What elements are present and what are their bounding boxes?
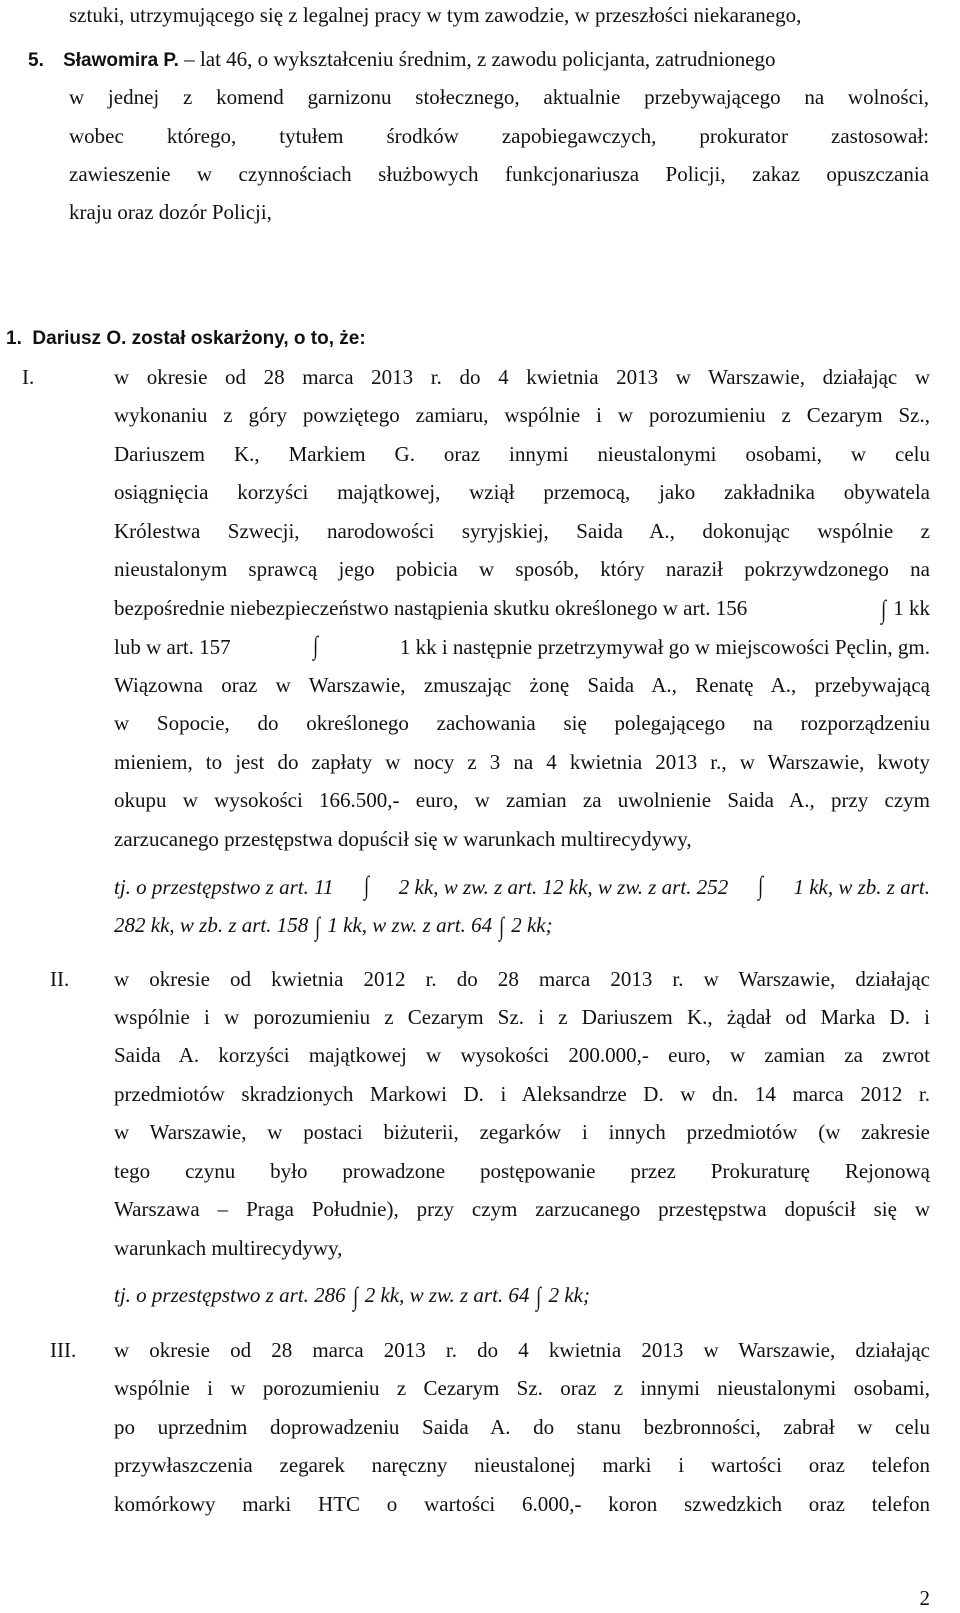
charge-label-1: I. [22, 365, 35, 389]
charge-3-line: wspólnie i w porozumieniu z Cezarym Sz. oraz z innymi nieustalonymi osobami, [114, 1376, 930, 1400]
charge-2-line: przedmiotów skradzionych Markowi D. i Aleksandrze D. w dn. 14 marca 2012 r. [114, 1082, 930, 1106]
section-sign-icon: ∫ [758, 871, 764, 900]
indictment-heading: 1. Dariusz O. został oskarżony, o to, że: [6, 328, 366, 349]
charge-1-line-art156 [114, 595, 930, 623]
charge-1-text: 1 kk i następnie przetrzymywał go w miejscowości Pęclin, gm. [399, 635, 930, 659]
section-sign-icon: ∫ [312, 631, 318, 660]
text-line: kraju oraz dozór Policji, [69, 200, 272, 224]
charge-1-line: w okresie od 28 marca 2013 r. do 4 kwietnia 2013 w Warszawie, działając w [114, 365, 930, 389]
text-line: w jednej z komend garnizonu stołecznego, aktualnie przebywającego na wolności, [69, 85, 929, 109]
section-sign-icon: ∫ [881, 595, 887, 624]
charge-1-text: lub w art. 157 [114, 635, 231, 659]
charge-1-line: nieustalonym sprawcą jego pobicia w sposób, który naraził pokrzywdzonego na [114, 557, 930, 581]
charge-1-line: Królestwa Szwecji, narodowości syryjskiej, Saida A., dokonując wspólnie z [114, 519, 930, 543]
text-line: zawieszenie w czynnościach służbowych funkcjonariusza Policji, zakaz opuszczania [69, 162, 929, 186]
charge-1-qualification: 282 kk, w zb. z art. 158 ∫ 1 kk, w zw. z art. 64 ∫ 2 kk; [114, 912, 553, 941]
charge-2-qualification: tj. o przestępstwo z art. 286 ∫ 2 kk, w zw. z art. 64 ∫ 2 kk; [114, 1282, 590, 1311]
intro-line: sztuki, utrzymującego się z legalnej pracy w tym zawodzie, w przeszłości niekaranego, [69, 3, 802, 27]
charge-1-qualification: tj. o przestępstwo z art. 11 ∫ 2 kk, w zw. z art. 12 kk, w zw. z art. 252 ∫ 1 kk, w zb. z art. [114, 871, 930, 900]
section-sign-icon: ∫ [536, 1282, 542, 1311]
charge-2-line: Warszawa – Praga Południe), przy czym zarzucanego przestępstwa dopuścił się w [114, 1197, 930, 1221]
page-number: 2 [919, 1586, 930, 1610]
charge-1-line: Dariuszem K., Markiem G. oraz innymi nieustalonymi osobami, w celu [114, 442, 930, 466]
charge-1-line: wykonaniu z góry powziętego zamiaru, wspólnie i w porozumieniu z Cezarym Sz., [114, 403, 930, 427]
charge-label-3: III. [50, 1338, 77, 1362]
charge-3-line: przywłaszczenia zegarek naręczny nieustalonej marki i wartości oraz telefon [114, 1453, 930, 1477]
charge-2-line: warunkach multirecydywy, [114, 1236, 343, 1260]
charge-1-line: zarzucanego przestępstwa dopuścił się w warunkach multirecydywy, [114, 827, 692, 851]
text-line: wobec którego, tytułem środków zapobiegawczych, prokurator zastosował: [69, 124, 929, 148]
charge-1-line: osiągnięcia korzyści majątkowej, wziął przemocą, jako zakładnika obywatela [114, 480, 930, 504]
charge-2-line: tego czynu było prowadzone postępowanie przez Prokuraturę Rejonową [114, 1159, 930, 1183]
section-sign-icon: ∫ [499, 912, 505, 941]
charge-1-line: okupu w wysokości 166.500,- euro, w zamian za uwolnienie Saida A., przy czym [114, 788, 930, 812]
charge-3-line: w okresie od 28 marca 2013 r. do 4 kwietnia 2013 w Warszawie, działając [114, 1338, 930, 1362]
defendant-item-5 [28, 46, 923, 74]
section-sign-icon: ∫ [352, 1282, 358, 1311]
defendant-details: – lat 46, o wykształceniu średnim, z zawodu policjanta, zatrudnionego [178, 47, 776, 71]
charge-1-text-end: ∫ 1 kk [881, 595, 930, 624]
charge-2-line: Saida A. korzyści majątkowej w wysokości 200.000,- euro, w zamian za zwrot [114, 1043, 930, 1067]
charge-2-line: w okresie od kwietnia 2012 r. do 28 marca 2013 r. w Warszawie, działając [114, 967, 930, 991]
charge-1-line: mieniem, to jest do zapłaty w nocy z 3 na 4 kwietnia 2013 r., w Warszawie, kwoty [114, 750, 930, 774]
section-sign-icon: ∫ [363, 871, 369, 900]
charge-1-line: w Sopocie, do określonego zachowania się polegającego na rozporządzeniu [114, 711, 930, 735]
charge-1-line-art157 [114, 633, 930, 660]
charge-label-2: II. [50, 967, 70, 991]
item-number: 5. [28, 50, 44, 71]
section-sign-icon: ∫ [315, 912, 321, 941]
charge-2-line: w Warszawie, w postaci biżuterii, zegarków i innych przedmiotów (w zakresie [114, 1120, 930, 1144]
charge-1-text: bezpośrednie niebezpieczeństwo nastąpienia skutku określonego w art. 156 [114, 596, 748, 620]
defendant-name: Sławomira P. [63, 50, 179, 71]
charge-3-line: komórkowy marki HTC o wartości 6.000,- koron szwedzkich oraz telefon [114, 1492, 930, 1516]
charge-2-line: wspólnie i w porozumieniu z Cezarym Sz. i z Dariuszem K., żądał od Marka D. i [114, 1005, 930, 1029]
charge-3-line: po uprzednim doprowadzeniu Saida A. do stanu bezbronności, zabrał w celu [114, 1415, 930, 1439]
charge-1-line: Wiązowna oraz w Warszawie, zmuszając żonę Saida A., Renatę A., przebywającą [114, 673, 930, 697]
